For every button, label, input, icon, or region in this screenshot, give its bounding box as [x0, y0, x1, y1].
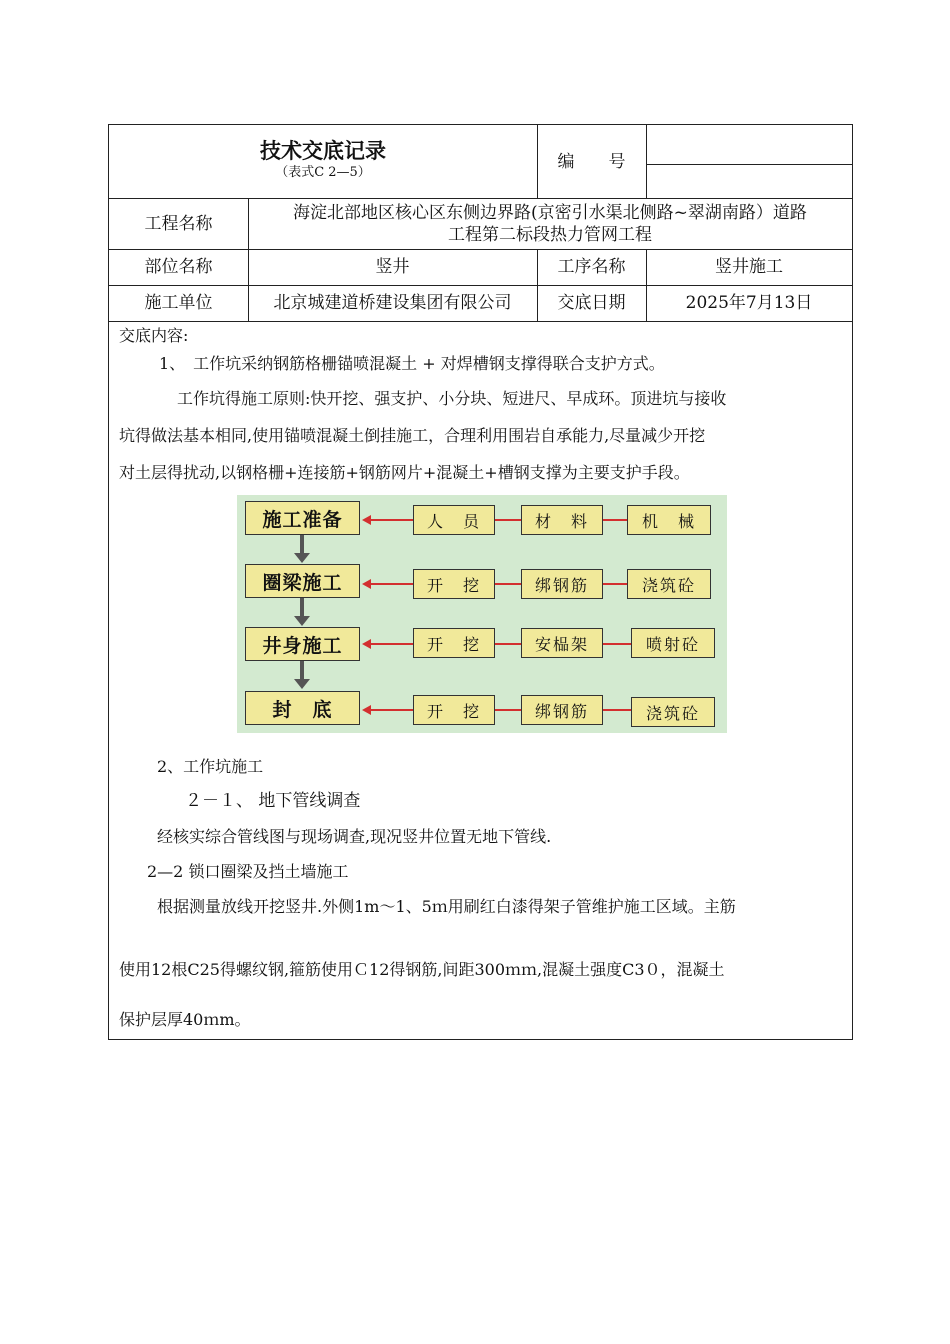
resource-box: 喷射砼	[631, 628, 715, 658]
resource-box: 开 挖	[413, 695, 495, 725]
resource-box: 开 挖	[413, 628, 495, 658]
construction-unit-label: 施工单位	[144, 293, 213, 313]
red-arrowhead	[362, 705, 371, 715]
content-item-1: 1、 工作坑采纳钢筋格栅锚喷混凝土 + 对焊槽钢支撑得联合支护方式。	[159, 354, 665, 373]
resource-box: 浇筑砼	[627, 569, 711, 599]
red-arrow-line	[603, 643, 631, 645]
flow-arrow-shaft	[300, 661, 304, 681]
flow-down-arrow-icon	[294, 679, 310, 689]
red-arrow-line	[603, 519, 627, 521]
section-2-heading: 2、工作坑施工	[157, 757, 264, 776]
row-divider	[109, 321, 852, 322]
red-arrowhead	[362, 579, 371, 589]
para3-line-3: 保护层厚40ｍm。	[119, 1010, 251, 1029]
number-value-top[interactable]	[646, 125, 852, 164]
process-name-label: 工序名称	[557, 257, 626, 277]
project-name-line-1: 海淀北部地区核心区东侧边界路(京密引水渠北侧路~翠湖南路）道路	[293, 202, 807, 223]
resource-box: 材 料	[521, 505, 603, 535]
number-value-bottom[interactable]	[646, 164, 852, 198]
para1-line-1: 工作坑得施工原则:快开挖、强支护、小分块、短进尺、早成环。顶进坑与接收	[177, 389, 727, 408]
stage-bottom-seal: 封 底	[245, 691, 360, 725]
disclosure-date-label: 交底日期	[557, 293, 626, 313]
construction-flowchart	[237, 495, 727, 733]
project-name-line-2: 工程第二标段热力管网工程	[448, 224, 652, 245]
red-arrowhead	[362, 515, 371, 525]
number-label: 编 号	[557, 151, 626, 172]
red-arrow-line	[369, 643, 413, 645]
para2: 经核实综合管线图与现场调查,现况竖井位置无地下管线.	[157, 827, 552, 846]
resource-box: 浇筑砼	[631, 697, 715, 727]
resource-box: 绑钢筋	[521, 569, 603, 599]
section-2-1-heading: ２－１、 地下管线调查	[185, 791, 361, 811]
resource-box: 安榀架	[521, 628, 603, 658]
resource-box: 开 挖	[413, 569, 495, 599]
section-2-2-heading: 2—2 锁口圈梁及挡土墙施工	[147, 862, 349, 881]
red-arrow-line	[495, 583, 521, 585]
flow-arrow-shaft	[300, 598, 304, 618]
red-arrowhead	[362, 639, 371, 649]
red-arrow-line	[495, 519, 521, 521]
construction-unit-value: 北京城建道桥建设集团有限公司	[273, 293, 512, 313]
para1-line-2: 坑得做法基本相同,使用锚喷混凝土倒挂施工，合理利用围岩自承能力,尽量减少开挖	[119, 426, 706, 445]
para1-line-3: 对土层得扰动,以钢格栅+连接筋+钢筋网片+混凝土+槽钢支撑为主要支护手段。	[119, 463, 690, 482]
part-name-value: 竖井	[375, 257, 410, 277]
para3-line-2: 使用12根C25得螺纹钢,箍筋使用Ｃ12得钢筋,间距300ｍｍ,混凝土强度C3０，混凝土	[119, 960, 725, 979]
project-name-value	[248, 198, 852, 249]
stage-shaft-body: 井身施工	[245, 627, 360, 661]
stage-ring-beam: 圈梁施工	[245, 564, 360, 598]
technical-disclosure-form	[108, 124, 853, 1040]
header-title-cell	[109, 125, 537, 198]
project-name-label: 工程名称	[144, 213, 213, 234]
red-arrow-line	[369, 709, 413, 711]
resource-box: 绑钢筋	[521, 695, 603, 725]
flow-down-arrow-icon	[294, 553, 310, 563]
form-title: 技术交底记录	[260, 138, 386, 163]
red-arrow-line	[603, 583, 627, 585]
resource-box: 人 员	[413, 505, 495, 535]
content-heading: 交底内容:	[119, 326, 189, 345]
resource-box: 机 械	[627, 505, 711, 535]
red-arrow-line	[495, 643, 521, 645]
process-name-value: 竖井施工	[715, 257, 783, 277]
form-subtitle: （表式C 2—5）	[275, 164, 371, 180]
red-arrow-line	[603, 709, 631, 711]
flow-arrow-shaft	[300, 535, 304, 555]
red-arrow-line	[495, 709, 521, 711]
flow-down-arrow-icon	[294, 616, 310, 626]
red-arrow-line	[369, 583, 413, 585]
disclosure-date-value: 2025年7月13日	[685, 293, 813, 313]
stage-preparation: 施工准备	[245, 501, 360, 535]
red-arrow-line	[369, 519, 413, 521]
para3-line-1: 根据测量放线开挖竖井.外侧1m～1、5ｍ用刷红白漆得架子管维护施工区域。主筋	[157, 897, 736, 916]
part-name-label: 部位名称	[144, 257, 213, 277]
